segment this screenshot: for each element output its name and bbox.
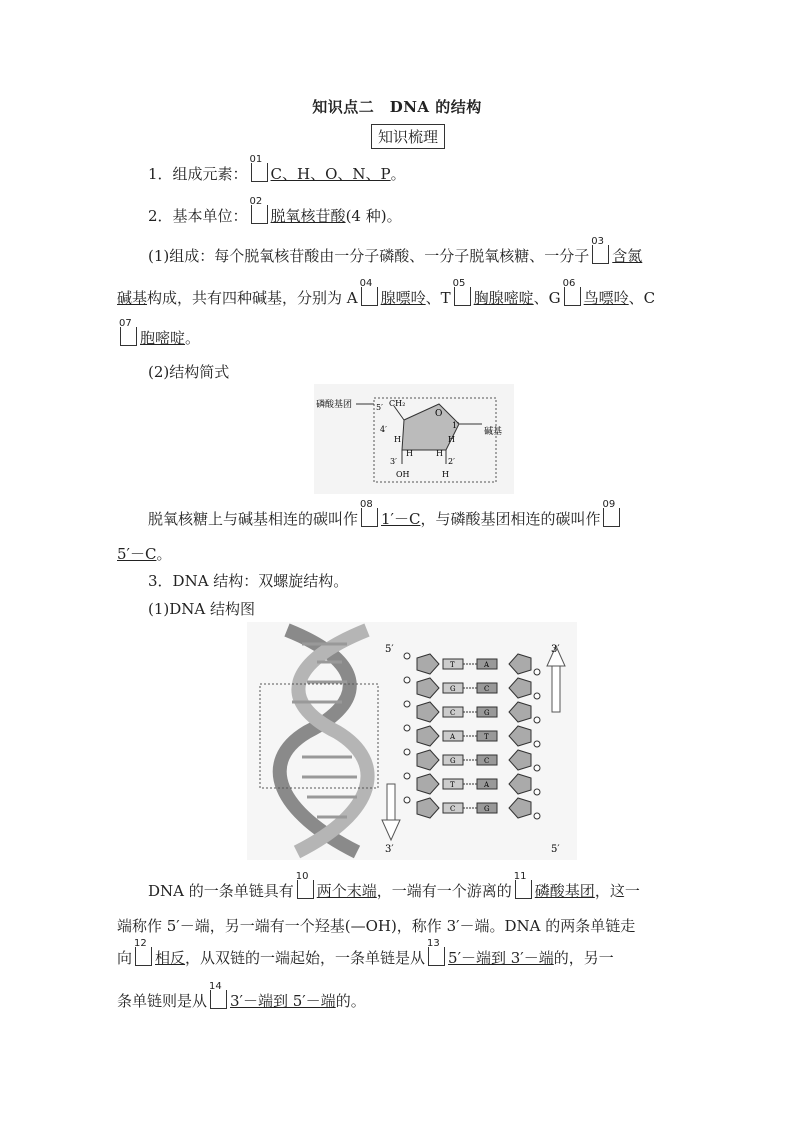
h-label: H xyxy=(442,470,449,479)
answer-box: 01 xyxy=(251,163,268,182)
base-label: A xyxy=(484,781,490,789)
base-label: G xyxy=(484,709,490,717)
answer-unit: 脱氧核苷酸 xyxy=(270,207,346,225)
answer-box: 13 xyxy=(428,947,445,966)
para-line-1: DNA 的一条单链具有 10 两个末端，一端有一个游离的 11 磷酸基团，这一 xyxy=(148,871,640,900)
base-label: T xyxy=(484,733,489,741)
comp-line-1: (1)组成：每个脱氧核苷酸由一分子磷酸、一分子脱氧核糖、一分子 03 含氮 xyxy=(148,236,643,265)
h-label: H xyxy=(436,449,443,458)
answer-box: 05 xyxy=(454,287,471,306)
c1-label: 1′ xyxy=(452,421,459,430)
fig-label: (1)DNA 结构图 xyxy=(148,600,255,618)
bottom-5prime-label: 5′ xyxy=(551,844,560,855)
top-3prime-label: 3′ xyxy=(551,644,560,655)
answer-c5: 5′－C xyxy=(117,545,157,563)
answer-c1: 1′－C xyxy=(381,510,421,528)
answer-ends: 两个末端 xyxy=(316,882,377,900)
oh-label: OH xyxy=(396,470,410,479)
answer-cytosine: 胞嘧啶 xyxy=(140,329,186,347)
answer-base-b: 碱基 xyxy=(117,289,148,307)
page-title: 知识点二 DNA 的结构 xyxy=(312,98,482,116)
answer-box: 10 xyxy=(297,880,314,899)
answer-box: 08 xyxy=(361,508,378,527)
base-label: A xyxy=(450,733,456,741)
item-elements: 1．组成元素： 01 C、H、O、N、P。 xyxy=(148,154,406,183)
base-label: 碱基 xyxy=(484,427,503,437)
answer-opposite: 相反 xyxy=(155,949,186,967)
base-label: G xyxy=(450,685,456,693)
base-label: C xyxy=(484,757,490,765)
base-label: G xyxy=(484,805,490,813)
bottom-3prime-label: 3′ xyxy=(385,844,394,855)
base-label: C xyxy=(450,805,456,813)
base-label: C xyxy=(484,685,490,693)
answer-thymine: 胸腺嘧啶 xyxy=(473,289,534,307)
item-unit: 2．基本单位： 02 脱氧核苷酸(4 种)。 xyxy=(148,196,402,225)
answer-base-a: 含氮 xyxy=(612,247,643,265)
base-label: T xyxy=(450,781,455,789)
answer-box: 02 xyxy=(251,205,268,224)
item-structure: 3．DNA 结构：双螺旋结构。 xyxy=(148,572,349,590)
base-label: C xyxy=(450,709,456,717)
carbon-line-1: 脱氧核糖上与碱基相连的碳叫作 08 1′－C，与磷酸基团相连的碳叫作 09 xyxy=(148,508,623,529)
phosphate-label: 磷酸基团 xyxy=(316,400,353,410)
answer-guanine: 鸟嘌呤 xyxy=(583,289,629,307)
answer-box: 06 xyxy=(564,287,581,306)
para-line-4: 条单链则是从 14 3′－端到 5′－端的。 xyxy=(117,981,366,1010)
answer-elements: C、H、O、N、P xyxy=(270,165,391,183)
para-line-2: 端称作 5′－端，另一端有一个羟基(—OH)，称作 3′－端。DNA 的两条单链走 xyxy=(117,917,636,935)
h-label: H xyxy=(448,435,455,444)
base-label: T xyxy=(450,661,455,669)
c5-label: 5′ xyxy=(376,403,383,412)
answer-5to3: 5′－端到 3′－端 xyxy=(448,949,554,967)
answer-box: 14 xyxy=(210,990,227,1009)
answer-box: 12 xyxy=(135,947,152,966)
comp-line-3: 07 胞嘧啶。 xyxy=(119,318,201,347)
carbon-line-2: 5′－C。 xyxy=(117,545,172,563)
answer-3to5: 3′－端到 5′－端 xyxy=(230,992,336,1010)
answer-box: 09 xyxy=(603,508,620,527)
dna-figure xyxy=(247,622,577,860)
base-label: A xyxy=(484,661,490,669)
answer-adenine: 腺嘌呤 xyxy=(380,289,426,307)
c3-label: 3′ xyxy=(390,457,397,466)
c4-label: 4′ xyxy=(380,425,387,434)
top-5prime-label: 5′ xyxy=(385,644,394,655)
answer-box: 11 xyxy=(515,880,532,899)
h-label: H xyxy=(394,435,401,444)
base-label: G xyxy=(450,757,456,765)
comp-line-2: 碱基构成，共有四种碱基，分别为 A 04 腺嘌呤、T 05 胸腺嘧啶、G 06 鸟嘌呤、C xyxy=(117,278,656,307)
oxygen-label: O xyxy=(435,409,443,419)
nucleotide-diagram xyxy=(314,384,514,494)
para-line-3: 向 12 相反，从双链的一端起始，一条单链是从 13 5′－端到 3′－端的，另一 xyxy=(117,938,614,967)
answer-box: 07 xyxy=(120,327,137,346)
ch2-label: CH₂ xyxy=(389,399,406,408)
answer-box: 04 xyxy=(361,287,378,306)
answer-box: 03 xyxy=(592,245,609,264)
section-label: 知识梳理 xyxy=(371,124,445,149)
c2-label: 2′ xyxy=(448,457,455,466)
struct-label: (2)结构简式 xyxy=(148,363,230,381)
answer-phosphate: 磷酸基团 xyxy=(534,882,595,900)
h-label: H xyxy=(406,449,413,458)
